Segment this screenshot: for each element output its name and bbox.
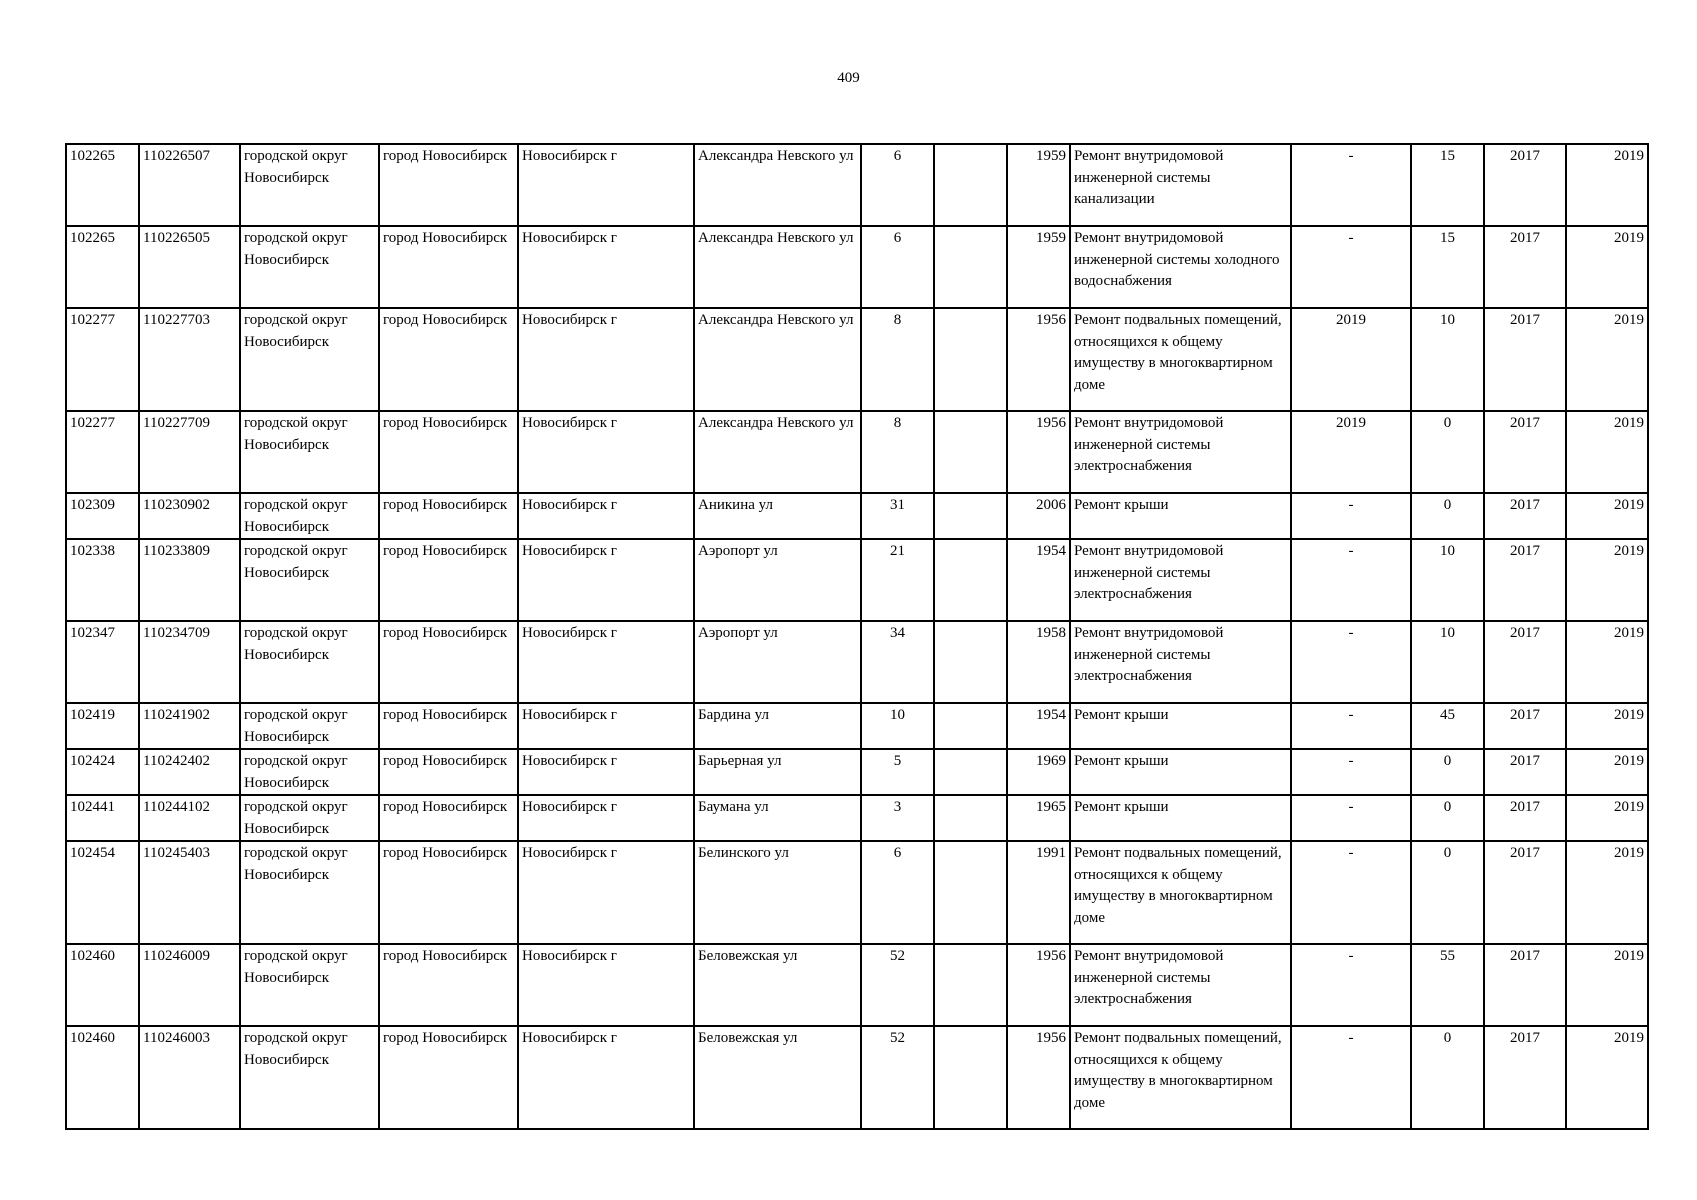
cell-municipal-district: городской округ Новосибирск xyxy=(240,749,379,795)
cell-work-id: 110226505 xyxy=(139,226,240,308)
cell-municipal-district: городской округ Новосибирск xyxy=(240,944,379,1026)
cell-settlement: город Новосибирск xyxy=(379,411,518,493)
cell-locality: Новосибирск г xyxy=(518,841,694,944)
cell-street: Беловежская ул xyxy=(694,944,861,1026)
cell-house-id: 102441 xyxy=(66,795,139,841)
cell-end-year: 2019 xyxy=(1566,411,1648,493)
cell-settlement: город Новосибирск xyxy=(379,1026,518,1129)
cell-end-year: 2019 xyxy=(1566,308,1648,411)
cell-start-year: 2017 xyxy=(1484,944,1566,1026)
cell-wear-percent: 0 xyxy=(1411,1026,1484,1129)
table-row xyxy=(66,308,1648,411)
cell-work-type: Ремонт внутридомовой инженерной системы электроснабжения xyxy=(1070,411,1291,493)
cell-work-id: 110241902 xyxy=(139,703,240,749)
cell-locality: Новосибирск г xyxy=(518,308,694,411)
cell-municipal-district: городской округ Новосибирск xyxy=(240,841,379,944)
table-row xyxy=(66,411,1648,493)
cell-street: Баумана ул xyxy=(694,795,861,841)
cell-work-id: 110242402 xyxy=(139,749,240,795)
cell-end-year: 2019 xyxy=(1566,144,1648,226)
cell-construction-year: 2006 xyxy=(1007,493,1070,539)
table-row xyxy=(66,144,1648,226)
cell-municipal-district: городской округ Новосибирск xyxy=(240,1026,379,1129)
cell-work-id: 110226507 xyxy=(139,144,240,226)
cell-settlement: город Новосибирск xyxy=(379,703,518,749)
cell-building xyxy=(934,493,1007,539)
cell-work-id: 110227709 xyxy=(139,411,240,493)
cell-work-type: Ремонт внутридомовой инженерной системы электроснабжения xyxy=(1070,539,1291,621)
cell-house-number: 6 xyxy=(861,841,934,944)
cell-start-year: 2017 xyxy=(1484,841,1566,944)
cell-municipal-district: городской округ Новосибирск xyxy=(240,308,379,411)
cell-work-type: Ремонт подвальных помещений, относящихся к общему имуществу в многоквартирном доме xyxy=(1070,841,1291,944)
cell-work-id: 110246003 xyxy=(139,1026,240,1129)
table-row xyxy=(66,539,1648,621)
cell-locality: Новосибирск г xyxy=(518,749,694,795)
cell-wear-percent: 0 xyxy=(1411,411,1484,493)
cell-end-year: 2019 xyxy=(1566,1026,1648,1129)
cell-start-year: 2017 xyxy=(1484,411,1566,493)
cell-start-year: 2017 xyxy=(1484,539,1566,621)
table-row xyxy=(66,1026,1648,1129)
cell-end-year: 2019 xyxy=(1566,944,1648,1026)
table-row xyxy=(66,944,1648,1026)
cell-house-id: 102338 xyxy=(66,539,139,621)
cell-work-type: Ремонт крыши xyxy=(1070,795,1291,841)
cell-work-type: Ремонт внутридомовой инженерной системы электроснабжения xyxy=(1070,621,1291,703)
cell-house-number: 21 xyxy=(861,539,934,621)
table-row xyxy=(66,621,1648,703)
cell-last-repair-year: - xyxy=(1291,841,1411,944)
cell-settlement: город Новосибирск xyxy=(379,493,518,539)
cell-municipal-district: городской округ Новосибирск xyxy=(240,411,379,493)
cell-work-type: Ремонт подвальных помещений, относящихся к общему имуществу в многоквартирном доме xyxy=(1070,308,1291,411)
cell-house-number: 10 xyxy=(861,703,934,749)
cell-house-id: 102424 xyxy=(66,749,139,795)
cell-house-id: 102460 xyxy=(66,1026,139,1129)
cell-locality: Новосибирск г xyxy=(518,539,694,621)
cell-house-number: 31 xyxy=(861,493,934,539)
cell-house-id: 102277 xyxy=(66,411,139,493)
cell-house-number: 5 xyxy=(861,749,934,795)
cell-settlement: город Новосибирск xyxy=(379,308,518,411)
cell-house-id: 102454 xyxy=(66,841,139,944)
cell-end-year: 2019 xyxy=(1566,703,1648,749)
table-row xyxy=(66,795,1648,841)
cell-last-repair-year: 2019 xyxy=(1291,411,1411,493)
table-row xyxy=(66,841,1648,944)
cell-building xyxy=(934,841,1007,944)
cell-work-type: Ремонт внутридомовой инженерной системы холодного водоснабжения xyxy=(1070,226,1291,308)
cell-work-id: 110230902 xyxy=(139,493,240,539)
cell-start-year: 2017 xyxy=(1484,144,1566,226)
cell-street: Белинского ул xyxy=(694,841,861,944)
cell-municipal-district: городской округ Новосибирск xyxy=(240,226,379,308)
cell-work-id: 110244102 xyxy=(139,795,240,841)
cell-work-type: Ремонт крыши xyxy=(1070,749,1291,795)
cell-wear-percent: 55 xyxy=(1411,944,1484,1026)
cell-construction-year: 1991 xyxy=(1007,841,1070,944)
cell-work-id: 110234709 xyxy=(139,621,240,703)
cell-construction-year: 1954 xyxy=(1007,703,1070,749)
cell-start-year: 2017 xyxy=(1484,703,1566,749)
cell-last-repair-year: - xyxy=(1291,226,1411,308)
cell-building xyxy=(934,308,1007,411)
cell-house-id: 102347 xyxy=(66,621,139,703)
cell-last-repair-year: - xyxy=(1291,944,1411,1026)
cell-settlement: город Новосибирск xyxy=(379,749,518,795)
cell-end-year: 2019 xyxy=(1566,493,1648,539)
cell-wear-percent: 45 xyxy=(1411,703,1484,749)
cell-last-repair-year: - xyxy=(1291,539,1411,621)
cell-last-repair-year: - xyxy=(1291,144,1411,226)
cell-construction-year: 1965 xyxy=(1007,795,1070,841)
cell-municipal-district: городской округ Новосибирск xyxy=(240,703,379,749)
cell-last-repair-year: - xyxy=(1291,621,1411,703)
table-row xyxy=(66,749,1648,795)
cell-building xyxy=(934,795,1007,841)
cell-municipal-district: городской округ Новосибирск xyxy=(240,539,379,621)
cell-start-year: 2017 xyxy=(1484,795,1566,841)
cell-wear-percent: 0 xyxy=(1411,749,1484,795)
cell-locality: Новосибирск г xyxy=(518,1026,694,1129)
cell-house-number: 52 xyxy=(861,1026,934,1129)
cell-building xyxy=(934,226,1007,308)
cell-last-repair-year: - xyxy=(1291,703,1411,749)
cell-street: Александра Невского ул xyxy=(694,308,861,411)
cell-wear-percent: 0 xyxy=(1411,795,1484,841)
cell-locality: Новосибирск г xyxy=(518,795,694,841)
cell-last-repair-year: - xyxy=(1291,493,1411,539)
cell-building xyxy=(934,944,1007,1026)
cell-building xyxy=(934,1026,1007,1129)
cell-street: Беловежская ул xyxy=(694,1026,861,1129)
cell-settlement: город Новосибирск xyxy=(379,539,518,621)
cell-start-year: 2017 xyxy=(1484,749,1566,795)
cell-end-year: 2019 xyxy=(1566,621,1648,703)
cell-start-year: 2017 xyxy=(1484,308,1566,411)
cell-house-number: 6 xyxy=(861,144,934,226)
cell-municipal-district: городской округ Новосибирск xyxy=(240,493,379,539)
cell-work-id: 110246009 xyxy=(139,944,240,1026)
cell-house-id: 102460 xyxy=(66,944,139,1026)
cell-settlement: город Новосибирск xyxy=(379,795,518,841)
cell-building xyxy=(934,703,1007,749)
cell-locality: Новосибирск г xyxy=(518,944,694,1026)
cell-house-number: 8 xyxy=(861,308,934,411)
cell-start-year: 2017 xyxy=(1484,1026,1566,1129)
cell-work-id: 110245403 xyxy=(139,841,240,944)
cell-house-number: 6 xyxy=(861,226,934,308)
cell-building xyxy=(934,749,1007,795)
cell-start-year: 2017 xyxy=(1484,226,1566,308)
cell-wear-percent: 10 xyxy=(1411,621,1484,703)
cell-street: Александра Невского ул xyxy=(694,411,861,493)
cell-construction-year: 1956 xyxy=(1007,944,1070,1026)
table-body xyxy=(66,144,1648,1129)
cell-last-repair-year: 2019 xyxy=(1291,308,1411,411)
table-row xyxy=(66,226,1648,308)
cell-construction-year: 1954 xyxy=(1007,539,1070,621)
cell-construction-year: 1956 xyxy=(1007,411,1070,493)
cell-locality: Новосибирск г xyxy=(518,144,694,226)
cell-locality: Новосибирск г xyxy=(518,226,694,308)
cell-work-type: Ремонт внутридомовой инженерной системы канализации xyxy=(1070,144,1291,226)
cell-building xyxy=(934,411,1007,493)
cell-end-year: 2019 xyxy=(1566,226,1648,308)
cell-house-id: 102265 xyxy=(66,226,139,308)
cell-wear-percent: 15 xyxy=(1411,226,1484,308)
cell-end-year: 2019 xyxy=(1566,795,1648,841)
cell-locality: Новосибирск г xyxy=(518,493,694,539)
cell-wear-percent: 10 xyxy=(1411,539,1484,621)
cell-house-number: 34 xyxy=(861,621,934,703)
cell-start-year: 2017 xyxy=(1484,493,1566,539)
cell-house-id: 102309 xyxy=(66,493,139,539)
cell-construction-year: 1956 xyxy=(1007,1026,1070,1129)
cell-street: Аэропорт ул xyxy=(694,621,861,703)
cell-street: Александра Невского ул xyxy=(694,226,861,308)
cell-end-year: 2019 xyxy=(1566,841,1648,944)
table-row xyxy=(66,703,1648,749)
cell-last-repair-year: - xyxy=(1291,1026,1411,1129)
cell-end-year: 2019 xyxy=(1566,539,1648,621)
cell-house-id: 102265 xyxy=(66,144,139,226)
cell-work-id: 110227703 xyxy=(139,308,240,411)
repair-program-table xyxy=(65,143,1649,1130)
cell-construction-year: 1969 xyxy=(1007,749,1070,795)
cell-house-number: 52 xyxy=(861,944,934,1026)
cell-start-year: 2017 xyxy=(1484,621,1566,703)
cell-locality: Новосибирск г xyxy=(518,703,694,749)
cell-house-id: 102277 xyxy=(66,308,139,411)
cell-settlement: город Новосибирск xyxy=(379,226,518,308)
cell-locality: Новосибирск г xyxy=(518,411,694,493)
cell-construction-year: 1959 xyxy=(1007,226,1070,308)
cell-settlement: город Новосибирск xyxy=(379,944,518,1026)
cell-settlement: город Новосибирск xyxy=(379,621,518,703)
cell-wear-percent: 15 xyxy=(1411,144,1484,226)
cell-street: Барьерная ул xyxy=(694,749,861,795)
cell-street: Александра Невского ул xyxy=(694,144,861,226)
cell-work-type: Ремонт внутридомовой инженерной системы электроснабжения xyxy=(1070,944,1291,1026)
cell-house-number: 8 xyxy=(861,411,934,493)
cell-end-year: 2019 xyxy=(1566,749,1648,795)
cell-municipal-district: городской округ Новосибирск xyxy=(240,621,379,703)
cell-street: Аэропорт ул xyxy=(694,539,861,621)
cell-wear-percent: 0 xyxy=(1411,493,1484,539)
cell-construction-year: 1958 xyxy=(1007,621,1070,703)
cell-building xyxy=(934,144,1007,226)
cell-last-repair-year: - xyxy=(1291,749,1411,795)
cell-construction-year: 1956 xyxy=(1007,308,1070,411)
cell-wear-percent: 10 xyxy=(1411,308,1484,411)
cell-municipal-district: городской округ Новосибирск xyxy=(240,795,379,841)
cell-work-type: Ремонт подвальных помещений, относящихся к общему имуществу в многоквартирном доме xyxy=(1070,1026,1291,1129)
cell-building xyxy=(934,621,1007,703)
cell-construction-year: 1959 xyxy=(1007,144,1070,226)
page-number: 409 xyxy=(837,70,860,86)
cell-locality: Новосибирск г xyxy=(518,621,694,703)
cell-street: Аникина ул xyxy=(694,493,861,539)
cell-building xyxy=(934,539,1007,621)
cell-work-id: 110233809 xyxy=(139,539,240,621)
cell-work-type: Ремонт крыши xyxy=(1070,703,1291,749)
cell-wear-percent: 0 xyxy=(1411,841,1484,944)
cell-street: Бардина ул xyxy=(694,703,861,749)
cell-settlement: город Новосибирск xyxy=(379,144,518,226)
cell-house-id: 102419 xyxy=(66,703,139,749)
cell-settlement: город Новосибирск xyxy=(379,841,518,944)
cell-work-type: Ремонт крыши xyxy=(1070,493,1291,539)
cell-last-repair-year: - xyxy=(1291,795,1411,841)
cell-municipal-district: городской округ Новосибирск xyxy=(240,144,379,226)
table-row xyxy=(66,493,1648,539)
cell-house-number: 3 xyxy=(861,795,934,841)
